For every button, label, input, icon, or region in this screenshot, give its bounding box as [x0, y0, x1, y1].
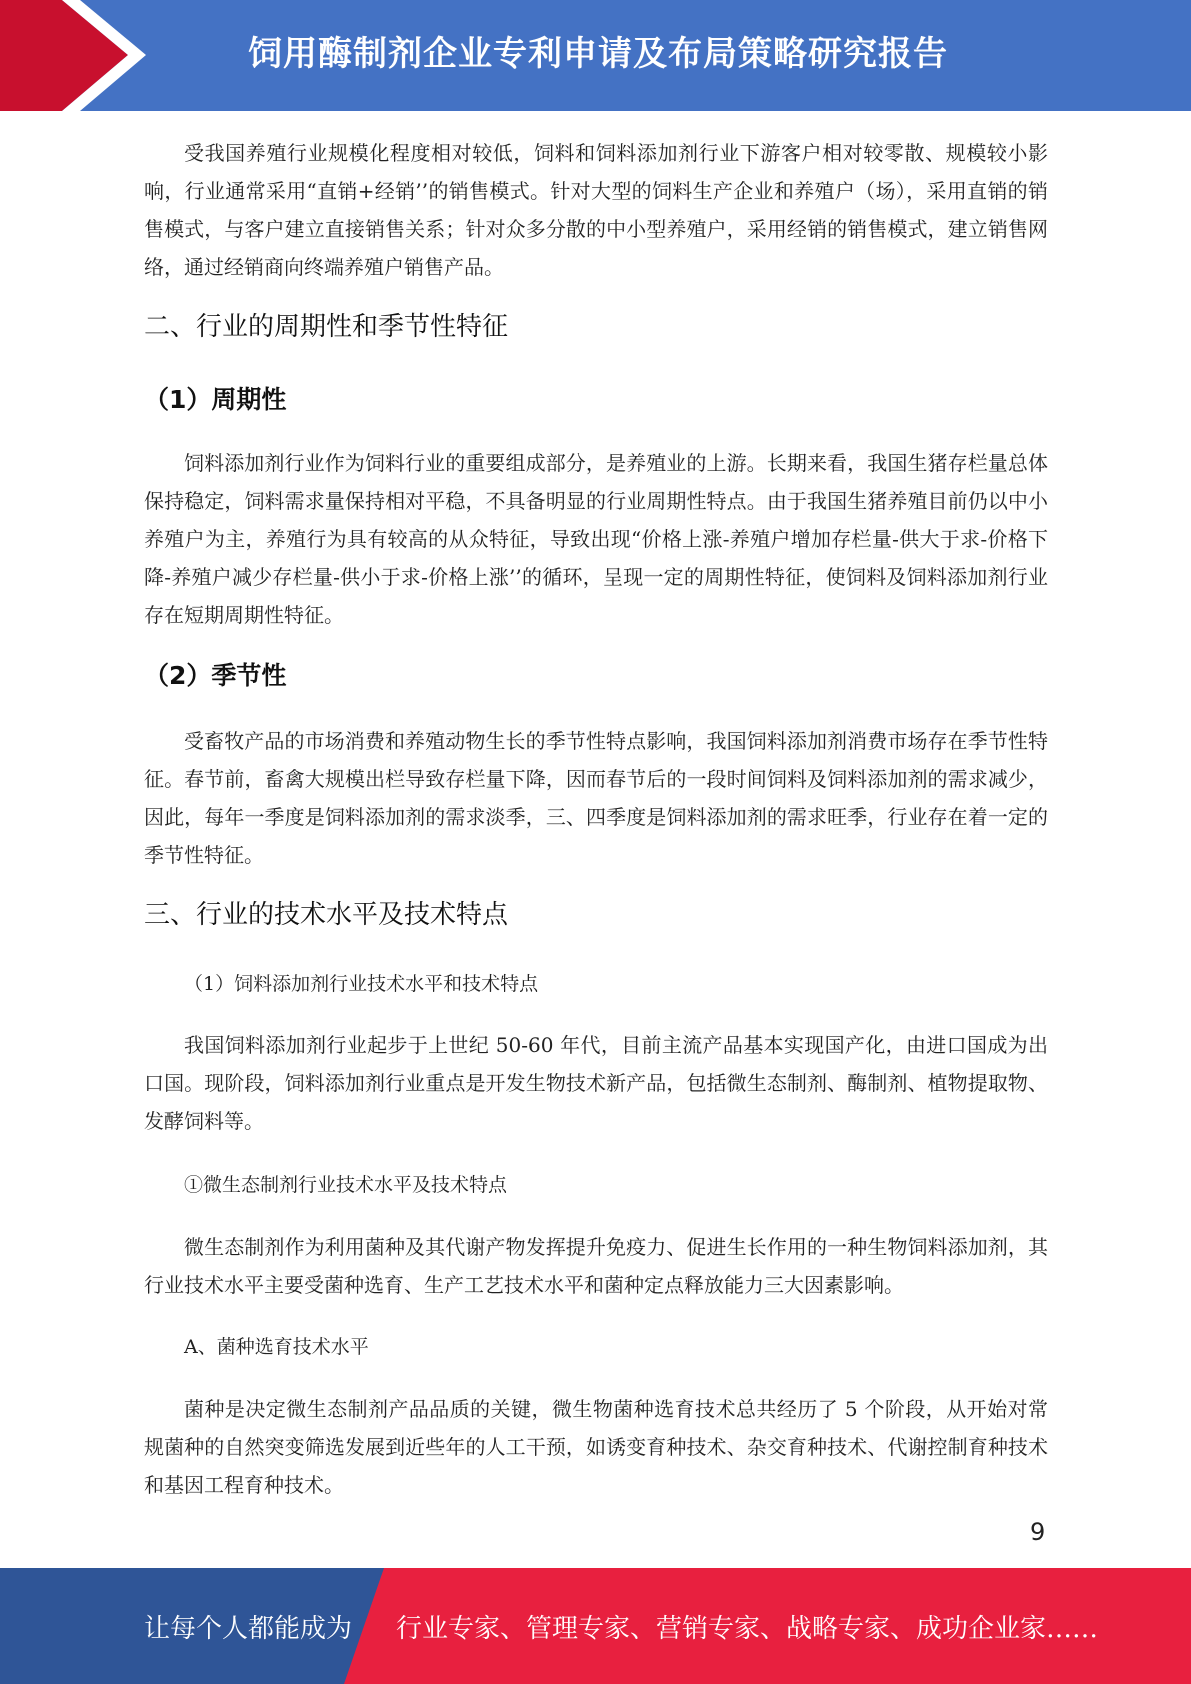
strain-paragraph-block [144, 1390, 1048, 1504]
intro-paragraph-block [144, 134, 1048, 286]
tech-paragraph-block [144, 1026, 1048, 1140]
footer-slogan-right: 行业专家、管理专家、营销专家、战略专家、成功企业家…… [396, 1614, 1099, 1644]
section-heading-technology: 三、行业的技术水平及技术特点 [144, 900, 509, 930]
header-banner [0, 0, 1191, 111]
subheading-microecological: ①微生态制剂行业技术水平及技术特点 [184, 1174, 508, 1196]
micro-paragraph-block [144, 1228, 1048, 1304]
periodicity-paragraph-block [144, 444, 1048, 634]
footer-banner [0, 1568, 1191, 1684]
section-heading-cyclicality: 二、行业的周期性和季节性特征 [144, 312, 509, 342]
intro-paragraph: 受我国养殖行业规模化程度相对较低，饲料和饲料添加剂行业下游客户相对较零散、规模较小影响，行业通常采用“直销+经销’’的销售模式。针对大型的饲料生产企业和养殖户（场），采用直销的销售模式，与客户建立直接销售关系；针对众多分散的中小型养殖户，采用经销的销售模式，建立销售网络，通过经销商向终端养殖户销售产品。 [144, 141, 1048, 279]
report-title: 饲用酶制剂企业专利申请及布局策略研究报告 [248, 34, 948, 74]
subheading-periodicity: （1）周期性 [144, 385, 287, 414]
subheading-tech-level: （1）饲料添加剂行业技术水平和技术特点 [184, 973, 539, 995]
tech-paragraph: 我国饲料添加剂行业起步于上世纪 50-60 年代，目前主流产品基本实现国产化，由进口国成为出口国。现阶段，饲料添加剂行业重点是开发生物技术新产品，包括微生态制剂、酶制剂、植物提取物、发酵饲料等。 [144, 1033, 1048, 1133]
strain-paragraph: 菌种是决定微生态制剂产品品质的关键，微生物菌种选育技术总共经历了 5 个阶段，从开始对常规菌种的自然突变筛选发展到近些年的人工干预，如诱变育种技术、杂交育种技术、代谢控制育种技术和基因工程育种技术。 [144, 1397, 1048, 1497]
seasonality-paragraph-block [144, 722, 1048, 874]
periodicity-paragraph: 饲料添加剂行业作为饲料行业的重要组成部分，是养殖业的上游。长期来看，我国生猪存栏量总体保持稳定，饲料需求量保持相对平稳，不具备明显的行业周期性特点。由于我国生猪养殖目前仍以中小养殖户为主，养殖行为具有较高的从众特征，导致出现“价格上涨-养殖户增加存栏量-供大于求-价格下降-养殖户减少存栏量-供小于求-价格上涨’’的循环，呈现一定的周期性特征，使饲料及饲料添加剂行业存在短期周期性特征。 [144, 451, 1048, 627]
subheading-strain-breeding: A、菌种选育技术水平 [184, 1336, 369, 1358]
micro-paragraph: 微生态制剂作为利用菌种及其代谢产物发挥提升免疫力、促进生长作用的一种生物饲料添加剂，其行业技术水平主要受菌种选育、生产工艺技术水平和菌种定点释放能力三大因素影响。 [144, 1235, 1048, 1297]
subheading-seasonality: （2）季节性 [144, 661, 287, 690]
seasonality-paragraph: 受畜牧产品的市场消费和养殖动物生长的季节性特点影响，我国饲料添加剂消费市场存在季节性特征。春节前，畜禽大规模出栏导致存栏量下降，因而春节后的一段时间饲料及饲料添加剂的需求减少，因此，每年一季度是饲料添加剂的需求淡季，三、四季度是饲料添加剂的需求旺季，行业存在着一定的季节性特征。 [144, 729, 1048, 867]
footer-slogan-left: 让每个人都能成为 [144, 1614, 353, 1644]
page-number: 9 [1030, 1518, 1046, 1546]
red-arrow-icon [0, 0, 160, 111]
